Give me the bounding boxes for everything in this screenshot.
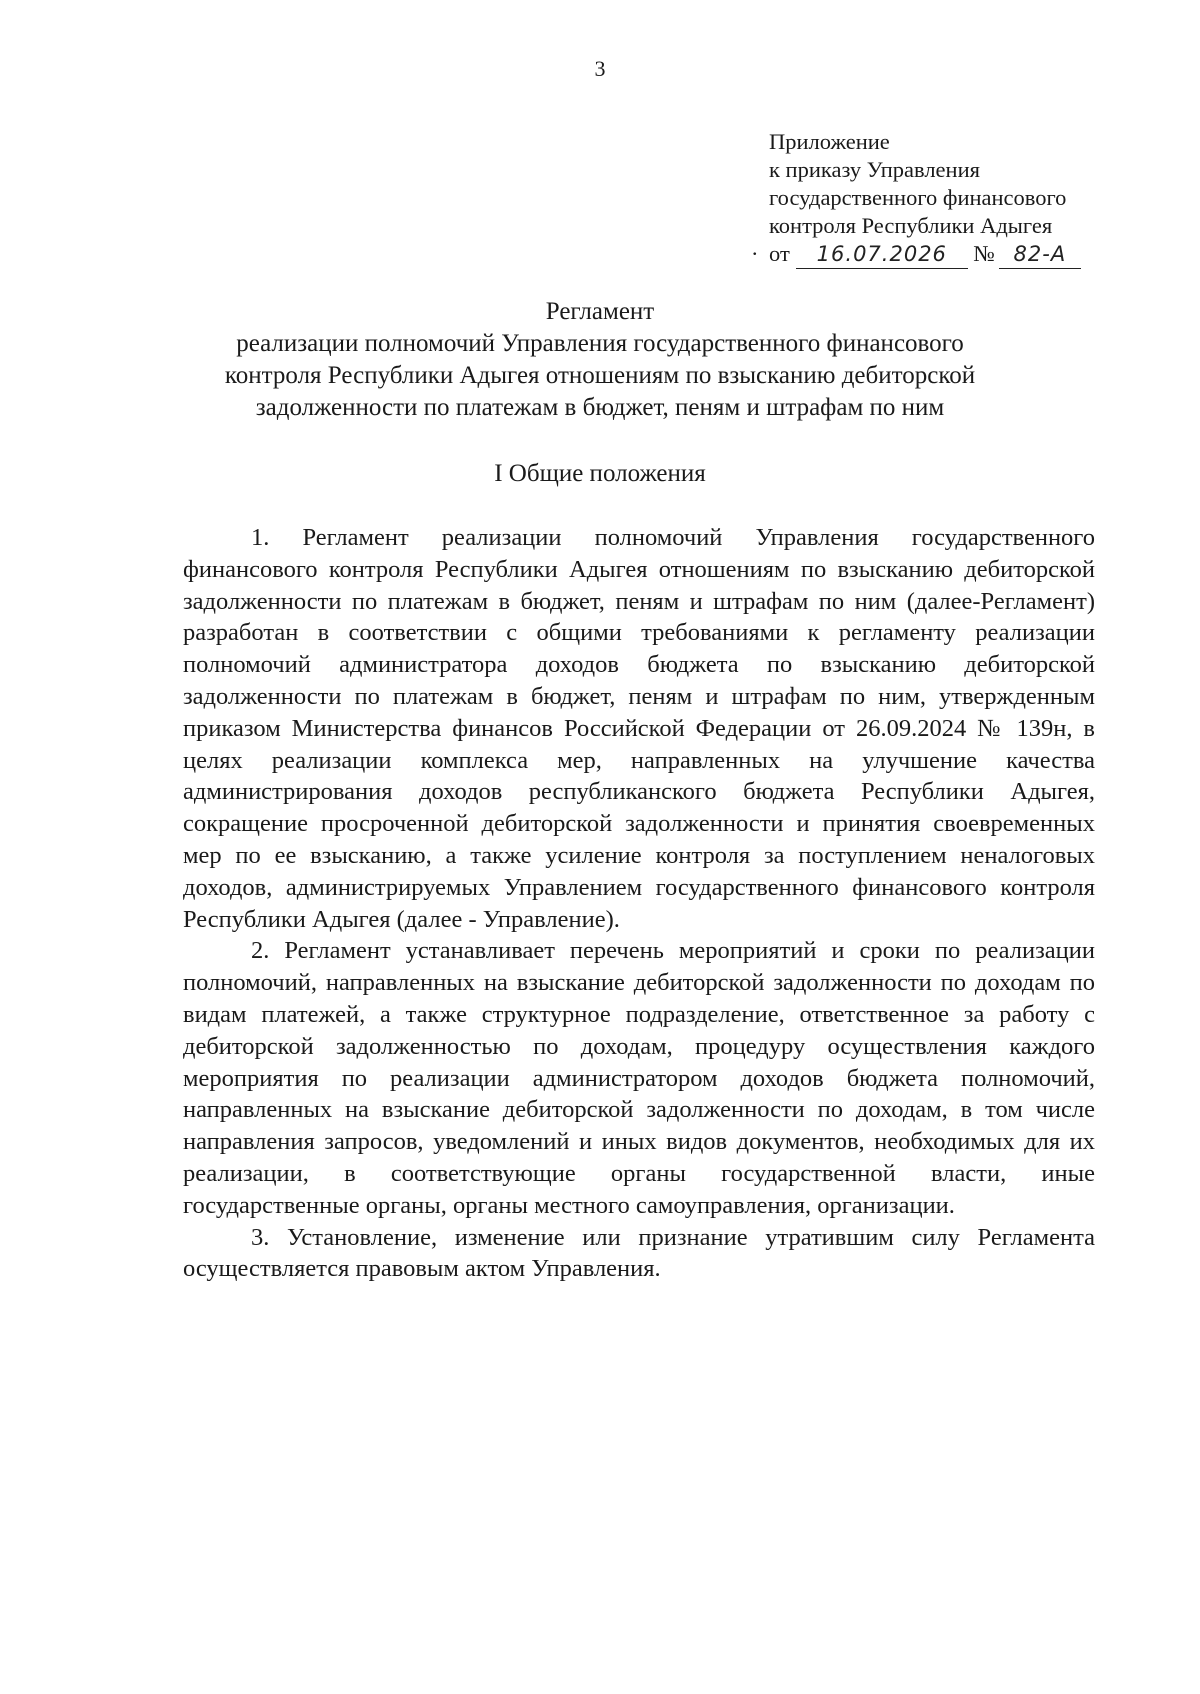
page-number: 3: [594, 56, 606, 81]
document-body: [183, 522, 1095, 1285]
appendix-line-2: к приказу Управления: [769, 157, 980, 182]
paragraph-3: 3. Установление, изменение или признание утратившим силу Регламента осуществляется правовым актом Управления.: [183, 1223, 1095, 1283]
title-line-2: контроля Республики Адыгея отношениям по взысканию дебиторской: [224, 362, 976, 389]
title-line-3: задолженности по платежам в бюджет, пеням и штрафам по ним: [255, 394, 945, 421]
appendix-line-4: контроля Республики Адыгея: [769, 213, 1053, 238]
tick-mark: ·: [751, 241, 759, 266]
title-main: Регламент: [545, 298, 655, 325]
date-prefix: от: [769, 241, 790, 266]
handwritten-number: 82-А: [999, 240, 1081, 269]
section-heading: I Общие положения: [494, 460, 706, 487]
appendix-line-1: Приложение: [769, 129, 890, 154]
handwritten-date: 16.07.2026: [796, 240, 968, 269]
document-title: [0, 296, 1200, 424]
appendix-line-3: государственного финансового: [769, 185, 1067, 210]
paragraph-2: 2. Регламент устанавливает перечень мероприятий и сроки по реализации полномочий, направленных на взыскание дебиторской задолженности по доходам по видам платежей, а также структурное подразделение, ответственное за работу с дебиторской задолженностью по доходам, процедуру осуществления каждого мероприятия по реализации администратором доходов бюджета полномочий, направленных на взыскание дебиторской задолженности по доходам, в том числе направления запросов, уведомлений и иных видов документов, необходимых для их реализации, в соответствующие органы государственной власти, иные государственные органы, органы местного самоуправления, организации.: [183, 937, 1095, 1219]
appendix-date-line: [751, 240, 1081, 269]
appendix-block: [751, 128, 1081, 269]
title-line-1: реализации полномочий Управления государственного финансового: [236, 330, 964, 357]
paragraph-1: 1. Регламент реализации полномочий Управления государственного финансового контроля Республики Адыгея отношениям по взысканию дебиторской задолженности по платежам в бюджет, пеням и штрафам по ним (далее-Регламент) разработан в соответствии с общими требованиями к регламенту реализации полномочий администратора доходов бюджета по взысканию дебиторской задолженности по платежам в бюджет, пеням и штрафам по ним, утвержденным приказом Министерства финансов Российской Федерации от 26.09.2024 № 139н, в целях реализации комплекса мер, направленных на улучшение качества администрирования доходов республиканского бюджета Республики Адыгея, сокращение просроченной дебиторской задолженности и принятия своевременных мер по ее взысканию, а также усиление контроля за поступлением неналоговых доходов, администрируемых Управлением государственного финансового контроля Республики Адыгея (далее - Управление).: [183, 524, 1095, 933]
number-sign: №: [973, 241, 995, 266]
